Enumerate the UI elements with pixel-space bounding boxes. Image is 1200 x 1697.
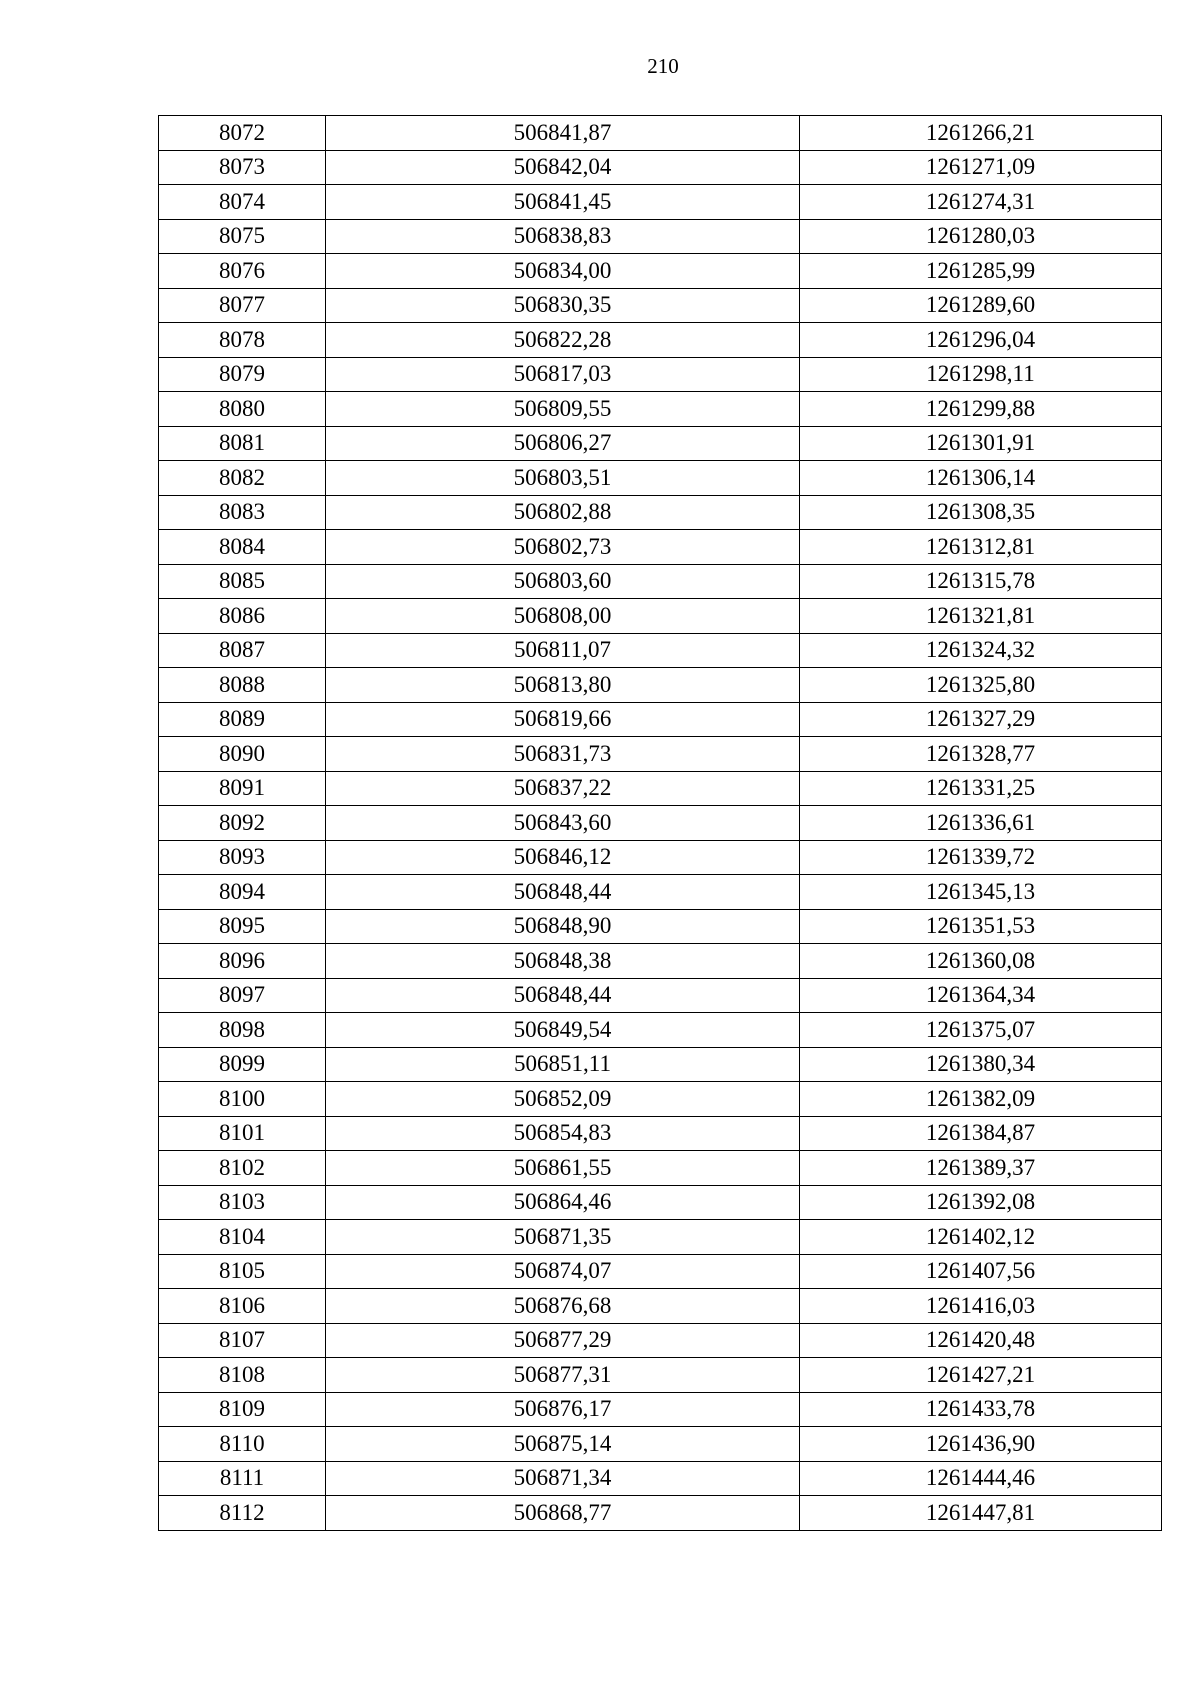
point-number-cell: 8072 <box>159 116 326 151</box>
y-coordinate-cell: 1261336,61 <box>800 806 1162 841</box>
table-row <box>159 1289 1162 1324</box>
y-coordinate-cell: 1261380,34 <box>800 1047 1162 1082</box>
x-coordinate-cell: 506868,77 <box>326 1496 800 1531</box>
y-coordinate-cell: 1261301,91 <box>800 426 1162 461</box>
point-number-cell: 8099 <box>159 1047 326 1082</box>
y-coordinate-cell: 1261327,29 <box>800 702 1162 737</box>
table-row <box>159 1047 1162 1082</box>
point-number-cell: 8097 <box>159 978 326 1013</box>
y-coordinate-cell: 1261274,31 <box>800 185 1162 220</box>
table-row <box>159 978 1162 1013</box>
x-coordinate-cell: 506848,38 <box>326 944 800 979</box>
table-row <box>159 461 1162 496</box>
x-coordinate-cell: 506803,60 <box>326 564 800 599</box>
x-coordinate-cell: 506874,07 <box>326 1254 800 1289</box>
table-row <box>159 702 1162 737</box>
x-coordinate-cell: 506851,11 <box>326 1047 800 1082</box>
point-number-cell: 8101 <box>159 1116 326 1151</box>
table-row <box>159 185 1162 220</box>
y-coordinate-cell: 1261402,12 <box>800 1220 1162 1255</box>
table-row <box>159 771 1162 806</box>
point-number-cell: 8078 <box>159 323 326 358</box>
point-number-cell: 8112 <box>159 1496 326 1531</box>
point-number-cell: 8091 <box>159 771 326 806</box>
point-number-cell: 8103 <box>159 1185 326 1220</box>
table-row <box>159 1116 1162 1151</box>
point-number-cell: 8081 <box>159 426 326 461</box>
y-coordinate-cell: 1261289,60 <box>800 288 1162 323</box>
table-row <box>159 944 1162 979</box>
y-coordinate-cell: 1261271,09 <box>800 150 1162 185</box>
x-coordinate-cell: 506861,55 <box>326 1151 800 1186</box>
table-row <box>159 633 1162 668</box>
page-number: 210 <box>647 54 679 78</box>
point-number-cell: 8085 <box>159 564 326 599</box>
point-number-cell: 8105 <box>159 1254 326 1289</box>
point-number-cell: 8102 <box>159 1151 326 1186</box>
table-row <box>159 1220 1162 1255</box>
x-coordinate-cell: 506838,83 <box>326 219 800 254</box>
table-row <box>159 530 1162 565</box>
y-coordinate-cell: 1261360,08 <box>800 944 1162 979</box>
x-coordinate-cell: 506849,54 <box>326 1013 800 1048</box>
y-coordinate-cell: 1261375,07 <box>800 1013 1162 1048</box>
y-coordinate-cell: 1261285,99 <box>800 254 1162 289</box>
point-number-cell: 8107 <box>159 1323 326 1358</box>
x-coordinate-cell: 506802,73 <box>326 530 800 565</box>
x-coordinate-cell: 506841,87 <box>326 116 800 151</box>
table-row <box>159 1427 1162 1462</box>
table-row <box>159 875 1162 910</box>
point-number-cell: 8083 <box>159 495 326 530</box>
x-coordinate-cell: 506848,90 <box>326 909 800 944</box>
y-coordinate-cell: 1261331,25 <box>800 771 1162 806</box>
x-coordinate-cell: 506806,27 <box>326 426 800 461</box>
y-coordinate-cell: 1261296,04 <box>800 323 1162 358</box>
y-coordinate-cell: 1261351,53 <box>800 909 1162 944</box>
x-coordinate-cell: 506819,66 <box>326 702 800 737</box>
table-row <box>159 254 1162 289</box>
table-row <box>159 1392 1162 1427</box>
y-coordinate-cell: 1261315,78 <box>800 564 1162 599</box>
y-coordinate-cell: 1261308,35 <box>800 495 1162 530</box>
point-number-cell: 8077 <box>159 288 326 323</box>
point-number-cell: 8079 <box>159 357 326 392</box>
y-coordinate-cell: 1261416,03 <box>800 1289 1162 1324</box>
x-coordinate-cell: 506848,44 <box>326 875 800 910</box>
point-number-cell: 8094 <box>159 875 326 910</box>
y-coordinate-cell: 1261427,21 <box>800 1358 1162 1393</box>
x-coordinate-cell: 506852,09 <box>326 1082 800 1117</box>
x-coordinate-cell: 506830,35 <box>326 288 800 323</box>
point-number-cell: 8086 <box>159 599 326 634</box>
y-coordinate-cell: 1261392,08 <box>800 1185 1162 1220</box>
y-coordinate-cell: 1261312,81 <box>800 530 1162 565</box>
point-number-cell: 8082 <box>159 461 326 496</box>
x-coordinate-cell: 506809,55 <box>326 392 800 427</box>
coordinates-table-body <box>159 116 1162 1531</box>
y-coordinate-cell: 1261384,87 <box>800 1116 1162 1151</box>
table-row <box>159 1323 1162 1358</box>
x-coordinate-cell: 506842,04 <box>326 150 800 185</box>
x-coordinate-cell: 506813,80 <box>326 668 800 703</box>
x-coordinate-cell: 506876,17 <box>326 1392 800 1427</box>
table-row <box>159 323 1162 358</box>
y-coordinate-cell: 1261345,13 <box>800 875 1162 910</box>
point-number-cell: 8111 <box>159 1461 326 1496</box>
coordinates-table <box>158 115 1162 1531</box>
x-coordinate-cell: 506871,35 <box>326 1220 800 1255</box>
point-number-cell: 8110 <box>159 1427 326 1462</box>
point-number-cell: 8108 <box>159 1358 326 1393</box>
point-number-cell: 8104 <box>159 1220 326 1255</box>
point-number-cell: 8092 <box>159 806 326 841</box>
table-row <box>159 564 1162 599</box>
point-number-cell: 8106 <box>159 1289 326 1324</box>
y-coordinate-cell: 1261444,46 <box>800 1461 1162 1496</box>
y-coordinate-cell: 1261325,80 <box>800 668 1162 703</box>
x-coordinate-cell: 506877,29 <box>326 1323 800 1358</box>
y-coordinate-cell: 1261382,09 <box>800 1082 1162 1117</box>
x-coordinate-cell: 506802,88 <box>326 495 800 530</box>
point-number-cell: 8089 <box>159 702 326 737</box>
x-coordinate-cell: 506848,44 <box>326 978 800 1013</box>
x-coordinate-cell: 506803,51 <box>326 461 800 496</box>
y-coordinate-cell: 1261407,56 <box>800 1254 1162 1289</box>
x-coordinate-cell: 506841,45 <box>326 185 800 220</box>
point-number-cell: 8088 <box>159 668 326 703</box>
table-row <box>159 1013 1162 1048</box>
table-row <box>159 806 1162 841</box>
table-row <box>159 737 1162 772</box>
table-row <box>159 1496 1162 1531</box>
y-coordinate-cell: 1261339,72 <box>800 840 1162 875</box>
table-row <box>159 1185 1162 1220</box>
x-coordinate-cell: 506854,83 <box>326 1116 800 1151</box>
table-row <box>159 1254 1162 1289</box>
x-coordinate-cell: 506864,46 <box>326 1185 800 1220</box>
point-number-cell: 8093 <box>159 840 326 875</box>
x-coordinate-cell: 506811,07 <box>326 633 800 668</box>
point-number-cell: 8090 <box>159 737 326 772</box>
table-row <box>159 1082 1162 1117</box>
table-row <box>159 840 1162 875</box>
table-row <box>159 1151 1162 1186</box>
y-coordinate-cell: 1261328,77 <box>800 737 1162 772</box>
x-coordinate-cell: 506875,14 <box>326 1427 800 1462</box>
x-coordinate-cell: 506876,68 <box>326 1289 800 1324</box>
point-number-cell: 8096 <box>159 944 326 979</box>
y-coordinate-cell: 1261266,21 <box>800 116 1162 151</box>
y-coordinate-cell: 1261280,03 <box>800 219 1162 254</box>
x-coordinate-cell: 506871,34 <box>326 1461 800 1496</box>
point-number-cell: 8109 <box>159 1392 326 1427</box>
point-number-cell: 8098 <box>159 1013 326 1048</box>
table-row <box>159 599 1162 634</box>
x-coordinate-cell: 506877,31 <box>326 1358 800 1393</box>
x-coordinate-cell: 506843,60 <box>326 806 800 841</box>
table-row <box>159 1358 1162 1393</box>
table-row <box>159 495 1162 530</box>
table-row <box>159 1461 1162 1496</box>
y-coordinate-cell: 1261420,48 <box>800 1323 1162 1358</box>
table-row <box>159 668 1162 703</box>
y-coordinate-cell: 1261306,14 <box>800 461 1162 496</box>
point-number-cell: 8095 <box>159 909 326 944</box>
x-coordinate-cell: 506834,00 <box>326 254 800 289</box>
x-coordinate-cell: 506846,12 <box>326 840 800 875</box>
point-number-cell: 8076 <box>159 254 326 289</box>
point-number-cell: 8100 <box>159 1082 326 1117</box>
y-coordinate-cell: 1261447,81 <box>800 1496 1162 1531</box>
point-number-cell: 8075 <box>159 219 326 254</box>
x-coordinate-cell: 506822,28 <box>326 323 800 358</box>
table-row <box>159 219 1162 254</box>
table-row <box>159 288 1162 323</box>
y-coordinate-cell: 1261321,81 <box>800 599 1162 634</box>
x-coordinate-cell: 506831,73 <box>326 737 800 772</box>
point-number-cell: 8074 <box>159 185 326 220</box>
point-number-cell: 8080 <box>159 392 326 427</box>
y-coordinate-cell: 1261298,11 <box>800 357 1162 392</box>
x-coordinate-cell: 506837,22 <box>326 771 800 806</box>
table-row <box>159 392 1162 427</box>
y-coordinate-cell: 1261436,90 <box>800 1427 1162 1462</box>
y-coordinate-cell: 1261324,32 <box>800 633 1162 668</box>
table-row <box>159 357 1162 392</box>
x-coordinate-cell: 506808,00 <box>326 599 800 634</box>
point-number-cell: 8084 <box>159 530 326 565</box>
table-row <box>159 909 1162 944</box>
y-coordinate-cell: 1261433,78 <box>800 1392 1162 1427</box>
table-row <box>159 150 1162 185</box>
y-coordinate-cell: 1261389,37 <box>800 1151 1162 1186</box>
x-coordinate-cell: 506817,03 <box>326 357 800 392</box>
point-number-cell: 8087 <box>159 633 326 668</box>
y-coordinate-cell: 1261299,88 <box>800 392 1162 427</box>
y-coordinate-cell: 1261364,34 <box>800 978 1162 1013</box>
point-number-cell: 8073 <box>159 150 326 185</box>
table-row <box>159 426 1162 461</box>
table-row <box>159 116 1162 151</box>
